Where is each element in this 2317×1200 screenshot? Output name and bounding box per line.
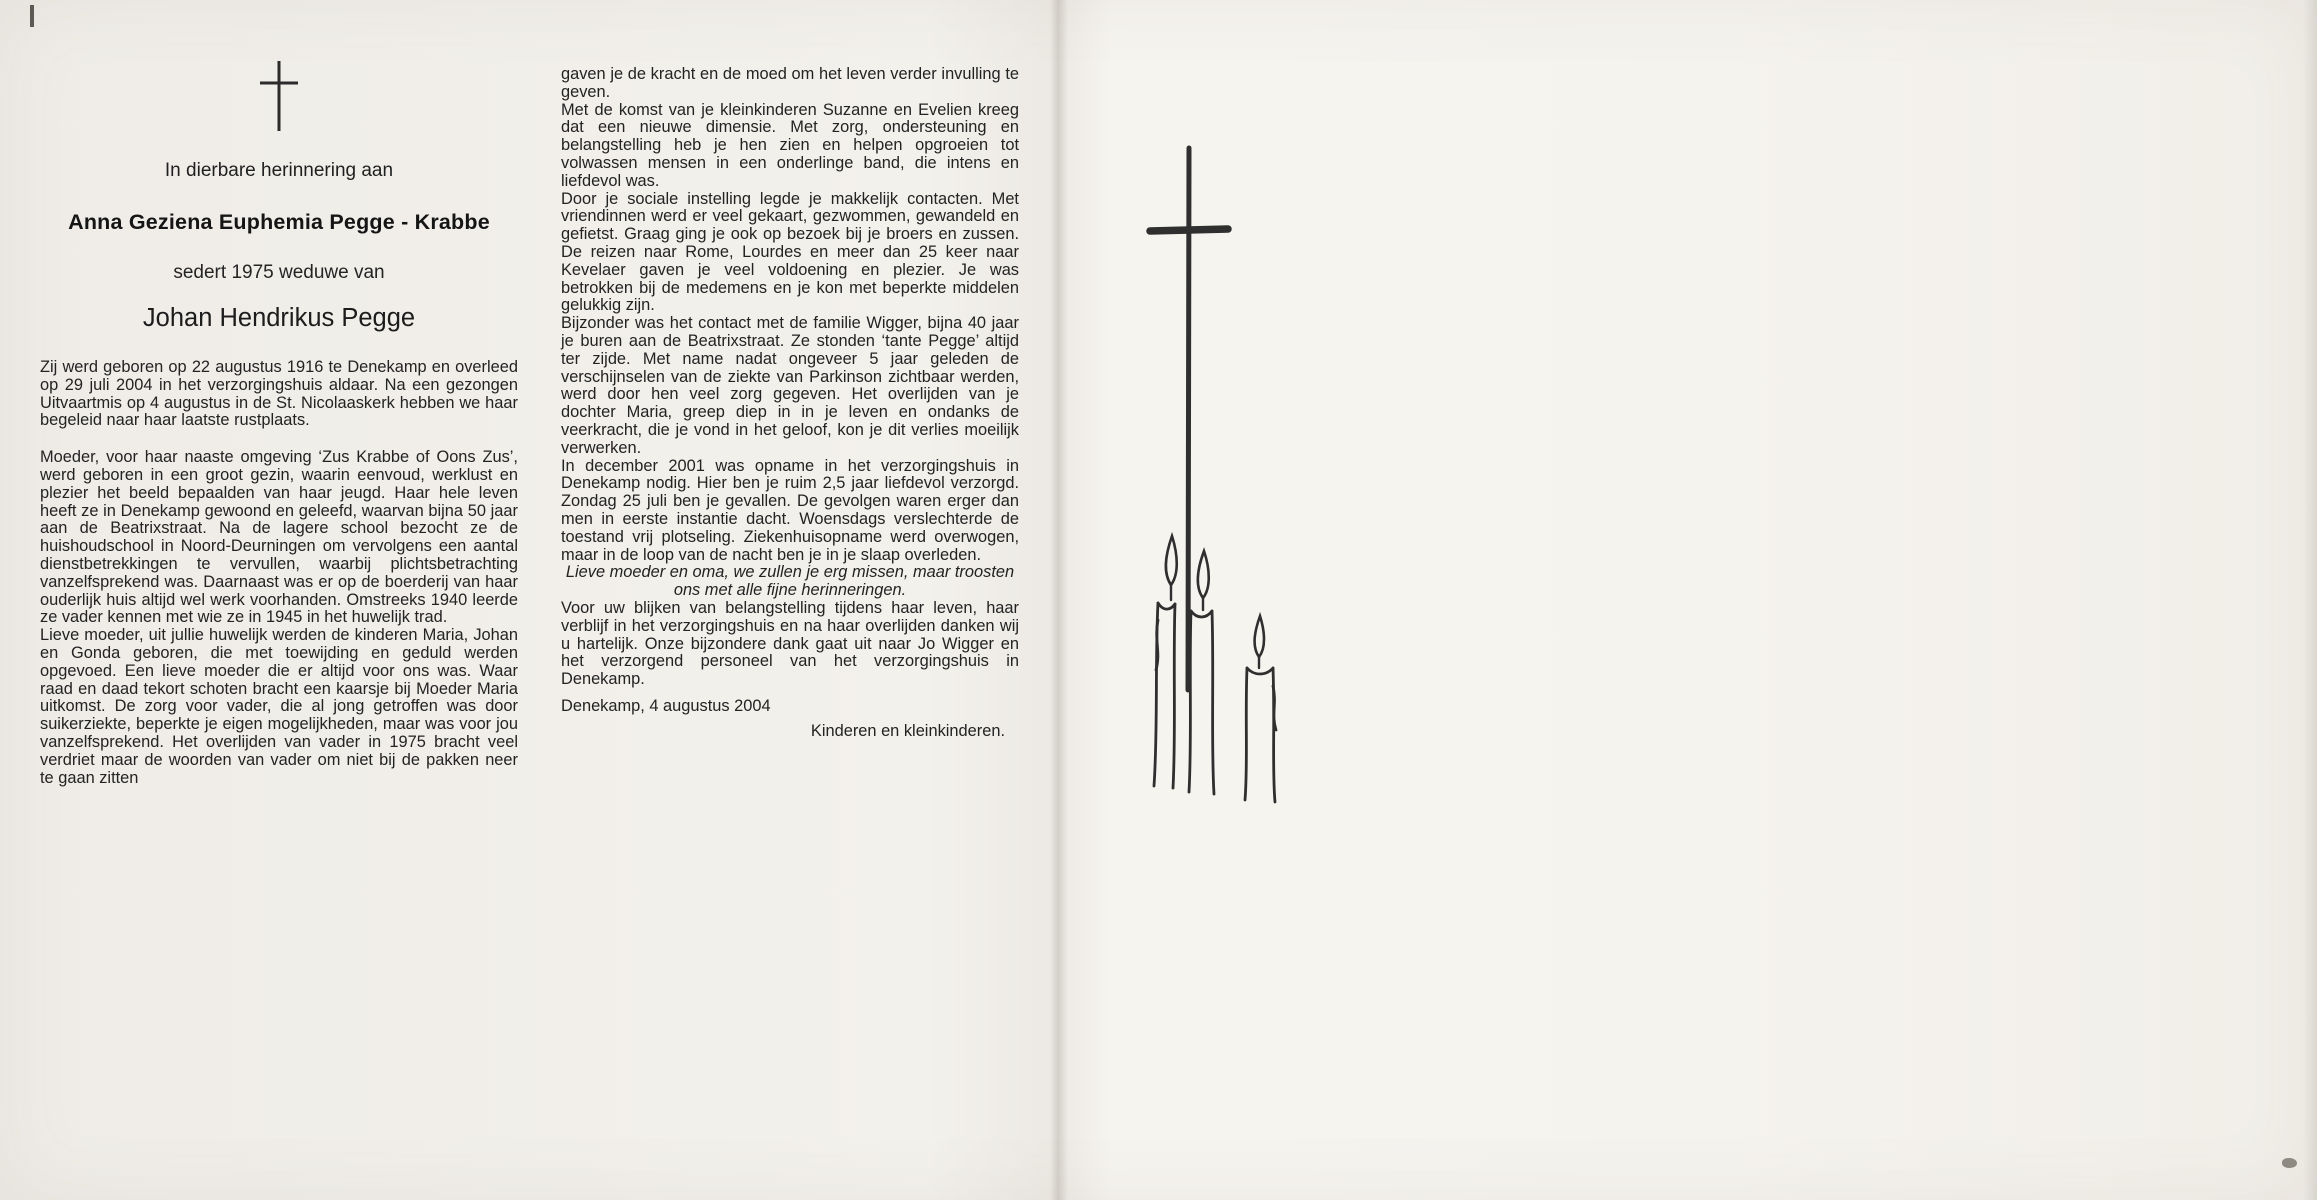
candle-flame-icon	[1166, 536, 1177, 585]
farewell-quote: Lieve moeder en oma, we zullen je erg missen, maar troosten ons met alle fijne herinneringen.	[565, 563, 1015, 600]
husband-name: Johan Hendrikus Pegge	[142, 304, 416, 332]
left-panel	[40, 58, 518, 787]
signature-line: Kinderen en kleinkinderen.	[810, 721, 1005, 740]
cross-icon	[253, 58, 305, 134]
candles-icon	[1154, 603, 1276, 802]
deceased-name: Anna Geziena Euphemia Pegge - Krabbe	[68, 210, 490, 234]
memorial-paragraph: gaven je de kracht en de moed om het leven verder invulling te geven.	[561, 65, 1019, 101]
biography-paragraph: Lieve moeder, uit jullie huwelijk werden de kinderen Maria, Johan en Gonda geboren, die met toewijding en geduld werden opgevoed. Een lieve moeder die er altijd voor ons was. Waar raad en daad tekort schoten bracht een kaarsje bij Moeder Maria uitkomst. De zorg voor vader, die al jong getroffen was door suikerziekte, beperkte je eigen mogelijkheden, maar was voor jou vanzelfsprekend. Het overlijden van vader in 1975 bracht veel verdriet maar de woorden van vader om niet bij de pakken neer te gaan zitten	[40, 626, 518, 787]
biography-paragraph: Moeder, voor haar naaste omgeving ‘Zus Krabbe of Oons Zus’, werd geboren in een groot gezin, waarin eenvoud, werklust en plezier het beeld bepaalden van haar jeugd. Haar hele leven heeft ze in Denekamp gewoond en geleefd, waarvan bijna 50 jaar aan de Beatrixstraat. Na de lagere school bezocht ze de huishoudschool in Noord-Deurningen om vervolgens een aantal dienstbetrekkingen te vervullen, waarbij plichtsbetrachting vanzelfsprekend was. Daarnaast was er op de boerderij van haar ouderlijk huis altijd wel werk voorhanden. Omstreeks 1940 leerde ze vader kennen met wie ze in 1945 in het huwelijk trad.	[40, 448, 518, 627]
paper-edge-shadow	[2303, 0, 2317, 1200]
cross-and-candles-icon	[1042, 108, 1462, 828]
memorial-paragraph: In december 2001 was opname in het verzorgingshuis in Denekamp nodig. Hier ben je ruim 2,5 jaar liefdevol verzorgd. Zondag 25 juli ben je gevallen. De gevolgen waren erger dan men in eerste instantie dacht. Woensdags verslechterde de toestand vrij plotseling. Ziekenhuisopname werd overwogen, maar in de loop van de nacht ben je in je slaap overleden.	[561, 456, 1019, 564]
memorial-paragraph: Bijzonder was het contact met de familie Wigger, bijna 40 jaar je buren aan de Beatrixstraat. Ze stonden ‘tante Pegge’ altijd ter zijde. Met name nadat ongeveer 5 jaar geleden de verschijnselen van de ziekte van Parkinson zichtbaar werden, werd door hen veel zorg gegeven. Het overlijden van je dochter Maria, greep diep in in je leven en ondanks de veerkracht, die je vond in het geloof, kon je dit verlies moeilijk verwerken.	[561, 314, 1019, 457]
candle-flame-icon	[1198, 551, 1209, 598]
memorial-paragraph: Met de komst van je kleinkinderen Suzanne en Evelien kreeg dat een nieuwe dimensie. Met zorg, ondersteuning en belangstelling heb je hen zien en helpen opgroeien tot volwassen mensen in een onderlinge band, die intens en liefdevol was.	[561, 100, 1019, 190]
remembrance-line: In dierbare herinnering aan	[164, 160, 394, 181]
widow-line: sedert 1975 weduwe van	[173, 262, 385, 283]
paper-speck	[2282, 1158, 2297, 1168]
memorial-paragraph: Door je sociale instelling legde je makkelijk contacten. Met vriendinnen werd er veel gekaart, gezwommen, gewandeld en gefietst. Graag ging je ook op bezoek bij je broers en zussen. De reizen naar Rome, Lourdes en meer dan 25 keer naar Kevelaer gaven je veel voldoening en plezier. Je was betrokken bij de medemens en je kon met beperkte middelen gelukkig zijn.	[561, 189, 1019, 315]
middle-panel	[561, 66, 1019, 740]
scan-corner-mark	[30, 5, 34, 27]
candle-flame-icon	[1255, 616, 1264, 657]
card-header	[40, 58, 518, 333]
acknowledgement-paragraph: Voor uw blijken van belangstelling tijdens haar leven, haar verblijf in het verzorgingshuis en na haar overlijden danken wij u hartelijk. Onze bijzondere dank gaat uit naar Jo Wigger en het verzorgend personeel van het verzorgingshuis in Denekamp.	[561, 598, 1019, 689]
biography-paragraph: Zij werd geboren op 22 augustus 1916 te Denekamp en overleed op 29 juli 2004 in het verzorgingshuis aldaar. Na een gezongen Uitvaartmis op 4 augustus in de St. Nicolaaskerk hebben we haar begeleid naar haar laatste rustplaats.	[40, 358, 518, 430]
dateline: Denekamp, 4 augustus 2004	[561, 696, 771, 715]
biography-text	[40, 359, 518, 787]
